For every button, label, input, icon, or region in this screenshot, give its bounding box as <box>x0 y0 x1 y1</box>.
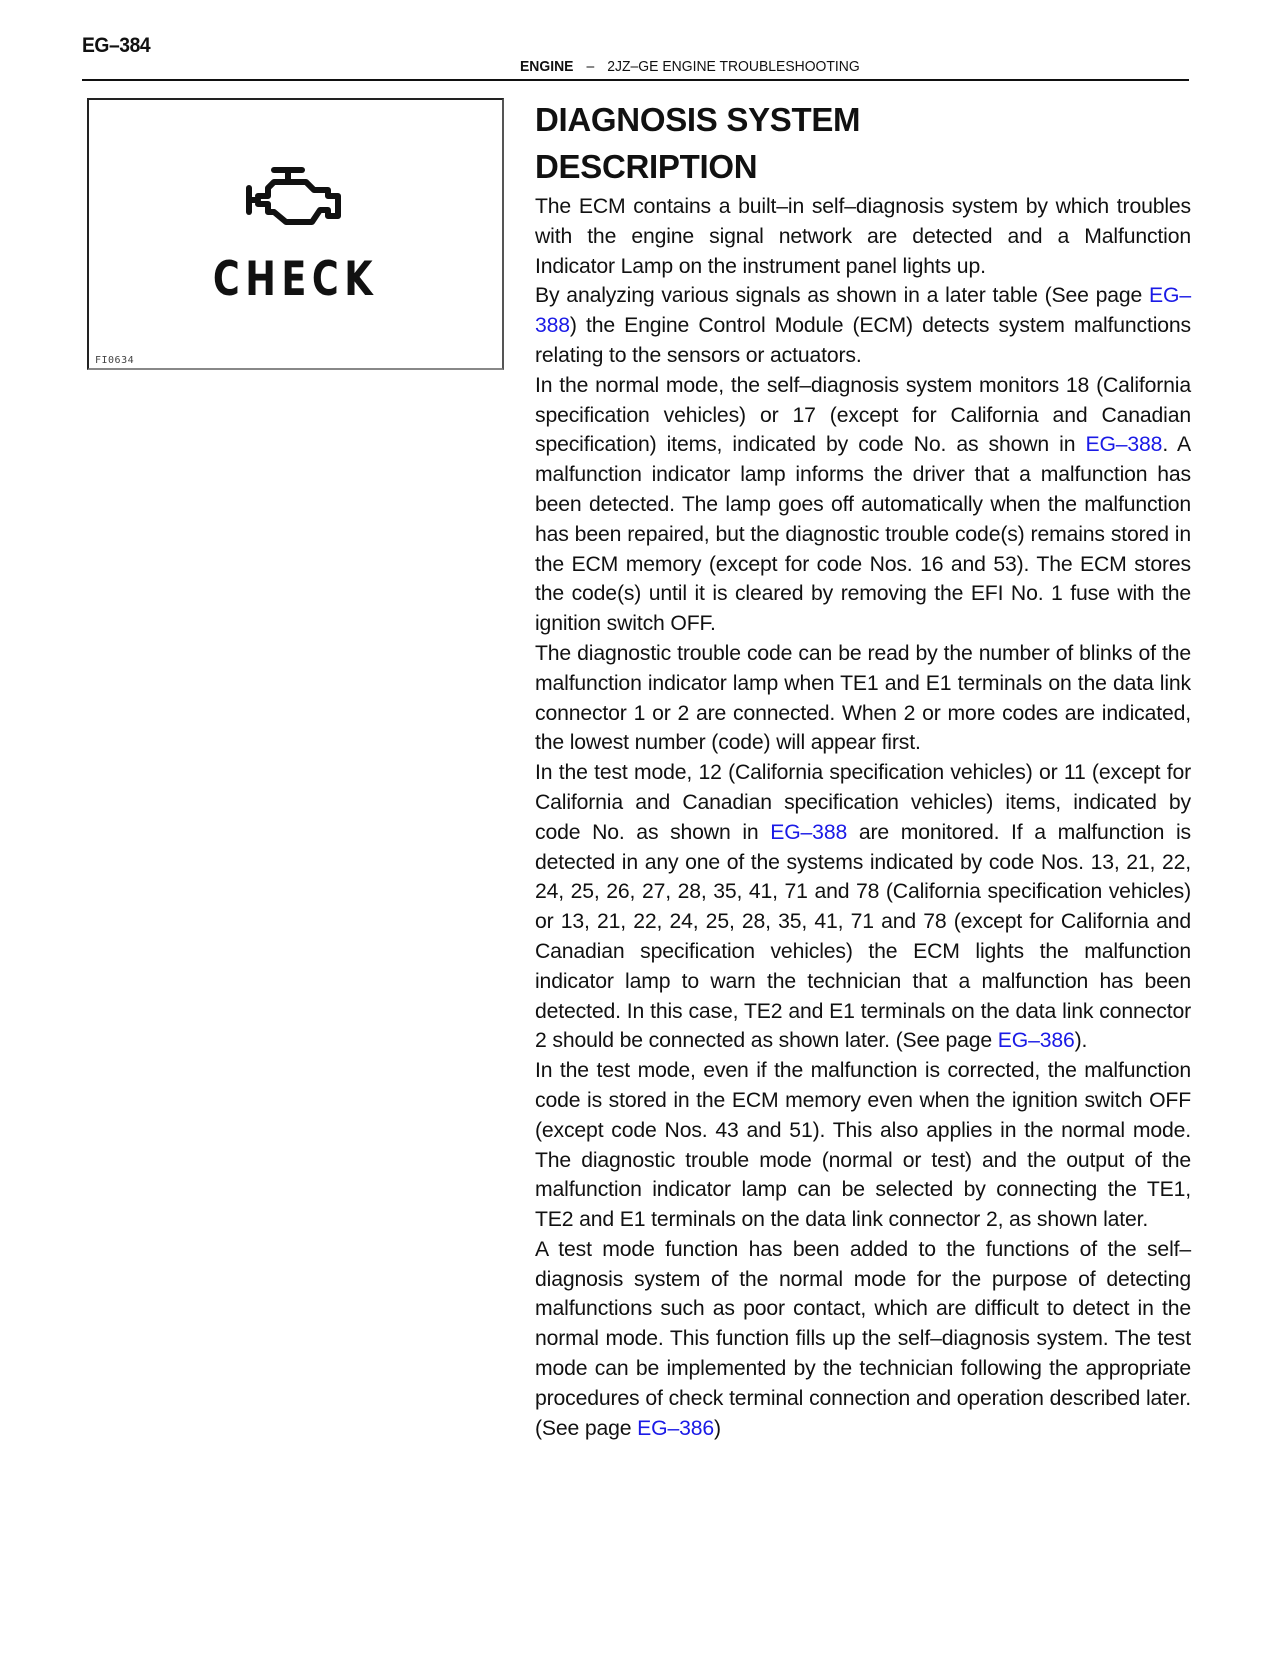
link-eg-388[interactable]: EG–388 <box>770 820 848 844</box>
link-eg-386[interactable]: EG–386 <box>997 1029 1075 1053</box>
paragraph-text: By analyzing various signals as shown in a later table (See page <box>535 284 1150 308</box>
paragraph-7 <box>535 1235 1191 1444</box>
paragraph-4 <box>535 639 1191 758</box>
link-eg-386[interactable]: EG–386 <box>637 1416 715 1440</box>
page-title <box>535 96 1191 190</box>
link-eg-388[interactable]: EG–388 <box>535 284 1191 338</box>
figure-code: FI0634 <box>95 355 135 366</box>
paragraph-text: ) <box>714 1416 721 1440</box>
paragraph-text: A test mode function has been added to the functions of the self–diagnosis system of the normal mode for the purpose of detecting malfunctions such as poor contact, which are difficult to detect in the normal mode. This function fills up the self–diagnosis system. The test mode can be implemented by the technician following the appropriate procedures of check terminal connection and operation described later. (See page <box>535 1237 1191 1440</box>
section-name: ENGINE <box>520 58 574 75</box>
check-label: CHECK <box>212 252 379 307</box>
subsection-name: 2JZ–GE ENGINE TROUBLESHOOTING <box>607 58 860 75</box>
engine-check-icon <box>244 166 348 230</box>
paragraph-text: In the test mode, 12 (California specification vehicles) or 11 (except for California and Canadian specification vehicles) items, indicated by code No. as shown in <box>535 761 1191 844</box>
title-line-2: DESCRIPTION <box>535 148 758 185</box>
running-header <box>520 58 860 75</box>
paragraph-text: are monitored. If a malfunction is detected in any one of the systems indicated by code Nos. 13, 21, 22, 24, 25, 26, 27, 28, 35, 41, 71 and 78 (California specification vehicles) or 13, 21, 22, 24, 25, 28, 35, 41, 71 and 78 (except for California and Canadian specification vehicles) the ECM lights the malfunction indicator lamp to warn the technician that a malfunction has been detected. In this case, TE2 and E1 terminals on the data link connector 2 should be connected as shown later. (See page <box>535 820 1191 1053</box>
link-eg-388[interactable]: EG–388 <box>1085 433 1163 457</box>
paragraph-text: The ECM contains a built–in self–diagnosis system by which troubles with the engine signal network are detected and a Malfunction Indicator Lamp on the instrument panel lights up. <box>535 195 1191 278</box>
paragraph-5 <box>535 758 1191 1056</box>
paragraph-text: ). <box>1074 1029 1088 1053</box>
paragraph-text: ) the Engine Control Module (ECM) detects system malfunctions relating to the sensors or actuators. <box>535 314 1191 367</box>
paragraph-text: . A malfunction indicator lamp informs the driver that a malfunction has been detected. The lamp goes off automatically when the malfunction has been repaired, but the diagnostic trouble code(s) remains stored in the ECM memory (except for code Nos. 16 and 53). The ECM stores the code(s) until it is cleared by removing the EFI No. 1 fuse with the ignition switch OFF. <box>535 433 1192 636</box>
main-content <box>535 96 1191 1443</box>
title-line-1: DIAGNOSIS SYSTEM <box>535 101 861 138</box>
paragraph-6 <box>535 1056 1191 1235</box>
paragraph-3 <box>535 371 1191 639</box>
paragraph-text: In the test mode, even if the malfunction is corrected, the malfunction code is stored in the ECM memory even when the ignition switch OFF (except code Nos. 43 and 51). This also applies in the normal mode. The diagnostic trouble mode (normal or test) and the output of the malfunction indicator lamp can be selected by connecting the TE1, TE2 and E1 terminals on the data link connector 2, as shown later. <box>535 1059 1191 1232</box>
paragraph-text: In the normal mode, the self–diagnosis system monitors 18 (California specification vehicles) or 17 (except for California and Canadian specification) items, indicated by code No. as shown in <box>535 373 1191 457</box>
paragraph-text: The diagnostic trouble code can be read by the number of blinks of the malfunction indicator lamp when TE1 and E1 terminals on the data link connector 1 or 2 are connected. When 2 or more codes are indicated, the lowest number (code) will appear first. <box>535 641 1191 755</box>
header-separator: – <box>586 58 595 75</box>
paragraph-2 <box>535 281 1191 370</box>
page-number: EG–384 <box>82 34 151 57</box>
check-engine-figure <box>87 98 504 370</box>
paragraph-1 <box>535 192 1191 281</box>
header-rule <box>82 79 1189 81</box>
